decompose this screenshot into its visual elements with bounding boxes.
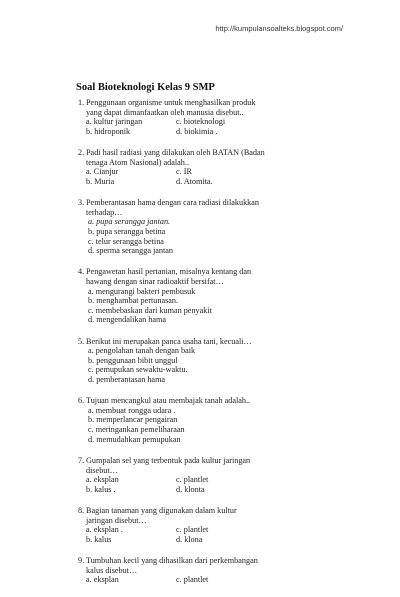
question-list xyxy=(78,98,378,597)
question-text: Berikut ini merupakan panca usaha tani, kecuali… xyxy=(86,336,252,346)
question-number: 2. xyxy=(78,148,85,158)
answer-options xyxy=(78,575,378,585)
question-3 xyxy=(78,198,378,256)
question-6 xyxy=(78,396,378,444)
question-5 xyxy=(78,337,378,385)
option-a: a. pupa serangga jantan. xyxy=(88,217,171,227)
option-d: d. sperma serangga jantan xyxy=(88,246,174,256)
question-number: 4. xyxy=(78,267,85,277)
question-text-continued: terhadap… xyxy=(86,207,123,217)
question-text-continued: hawang dengan sinar radioaktif bersifat… xyxy=(86,276,224,286)
option-c: c. membebaskan dari kuman penyakit xyxy=(88,305,212,315)
question-7 xyxy=(78,456,378,494)
question-text-continued: jaringan disebut… xyxy=(86,515,147,525)
question-text: Pengawetan hasil pertanian, misalnya kentang dan xyxy=(86,267,252,277)
question-number: 1. xyxy=(78,98,85,107)
option-b: b. menghambat pertunasan. xyxy=(88,296,179,306)
question-number: 3. xyxy=(78,198,85,208)
question-text-continued: yang dapat dimanfaatkan oleh manusia disebut.. xyxy=(86,107,244,117)
question-text-continued: kalus disebut… xyxy=(86,565,138,575)
option-b: b. kalus xyxy=(86,534,112,544)
answer-options xyxy=(78,525,378,544)
option-c: c. plantlet xyxy=(176,475,209,485)
question-number: 7. xyxy=(78,455,85,465)
option-d: d. pemberantasan hama xyxy=(88,375,166,384)
answer-options xyxy=(78,217,378,255)
option-c: c. bioteknologi xyxy=(176,117,226,127)
option-b: b. memperlancar pengairan xyxy=(88,415,178,425)
answer-options xyxy=(78,346,378,384)
option-b: b. pupa serangga betina xyxy=(88,226,166,236)
question-2 xyxy=(78,148,378,186)
option-c: c. plantlet xyxy=(176,525,209,535)
option-d: d. Atomita. xyxy=(176,176,213,186)
option-c: c. pemupukan sewaktu-waktu. xyxy=(88,365,188,375)
question-text: Padi hasil radiasi yang dilakukan oleh BATAN (Badan xyxy=(86,148,265,158)
option-d: d. memudahkan pemupukan xyxy=(88,434,181,444)
answer-options xyxy=(78,287,378,325)
option-d: d. biokimia . xyxy=(176,126,218,136)
question-9 xyxy=(78,556,378,585)
answer-options xyxy=(78,475,378,494)
question-text: Tumbuhan kecil yang dihasilkan dari perkembangan xyxy=(86,556,258,566)
option-a: a. eksplan xyxy=(86,575,119,585)
option-d: d. klonta xyxy=(176,484,205,494)
question-4 xyxy=(78,267,378,325)
option-a: a. pengolahan tanah dengan baik xyxy=(88,346,196,356)
option-b: b. penggunaan bibit unggul xyxy=(88,355,178,365)
option-d: d. mengendalikan hama xyxy=(88,315,166,325)
option-a: a. mengurangi bakteri pembusuk xyxy=(88,286,196,296)
answer-options xyxy=(78,406,378,444)
option-c: c. IR xyxy=(176,167,192,177)
question-text: Bagian tanaman yang digunakan dalam kultur xyxy=(86,506,237,515)
question-number: 6. xyxy=(78,396,85,406)
question-text: Gumpalan sel yang terbentuk pada kultur jaringan xyxy=(86,455,251,465)
question-number: 9. xyxy=(78,556,85,566)
option-c: c. plantlet xyxy=(176,575,209,585)
option-b: b. hidroponik xyxy=(86,126,131,136)
option-a: a. eksplan xyxy=(86,475,119,485)
option-a: a. kultur jaringan xyxy=(86,117,143,127)
option-c: c. telur serangga betina xyxy=(88,236,164,246)
option-c: c. meringankan pemeliharaan xyxy=(88,425,185,435)
question-number: 8. xyxy=(78,506,85,515)
question-number: 5. xyxy=(78,336,85,346)
question-text: Pemberantasan hama dengan cara radiasi dilakukkan xyxy=(86,198,260,208)
option-b: b. Muria xyxy=(86,176,115,186)
question-text-continued: disebut… xyxy=(86,465,118,475)
answer-options xyxy=(78,167,378,186)
question-8 xyxy=(78,506,378,544)
question-text: Tujuan mencangkul atau membajak tanah adalah.. xyxy=(86,396,251,406)
source-url[interactable]: http://kumpulansoalteks.blogspot.com/ xyxy=(215,24,343,33)
option-a: a. eksplan . xyxy=(86,525,123,535)
option-a: a. membuat rongga udara . xyxy=(88,405,176,415)
question-1 xyxy=(78,98,378,136)
document-title: Soal Bioteknologi Kelas 9 SMP xyxy=(76,82,215,93)
option-b: b. kalus . xyxy=(86,484,116,494)
answer-options xyxy=(78,117,378,136)
question-text: Penggunaan organisme untuk menghasilkan produk xyxy=(86,98,256,107)
option-a: a. Cianjur xyxy=(86,167,119,177)
option-d: d. klona xyxy=(176,534,203,544)
question-text-continued: tenaga Atom Nasional) adalah.. xyxy=(86,157,189,167)
